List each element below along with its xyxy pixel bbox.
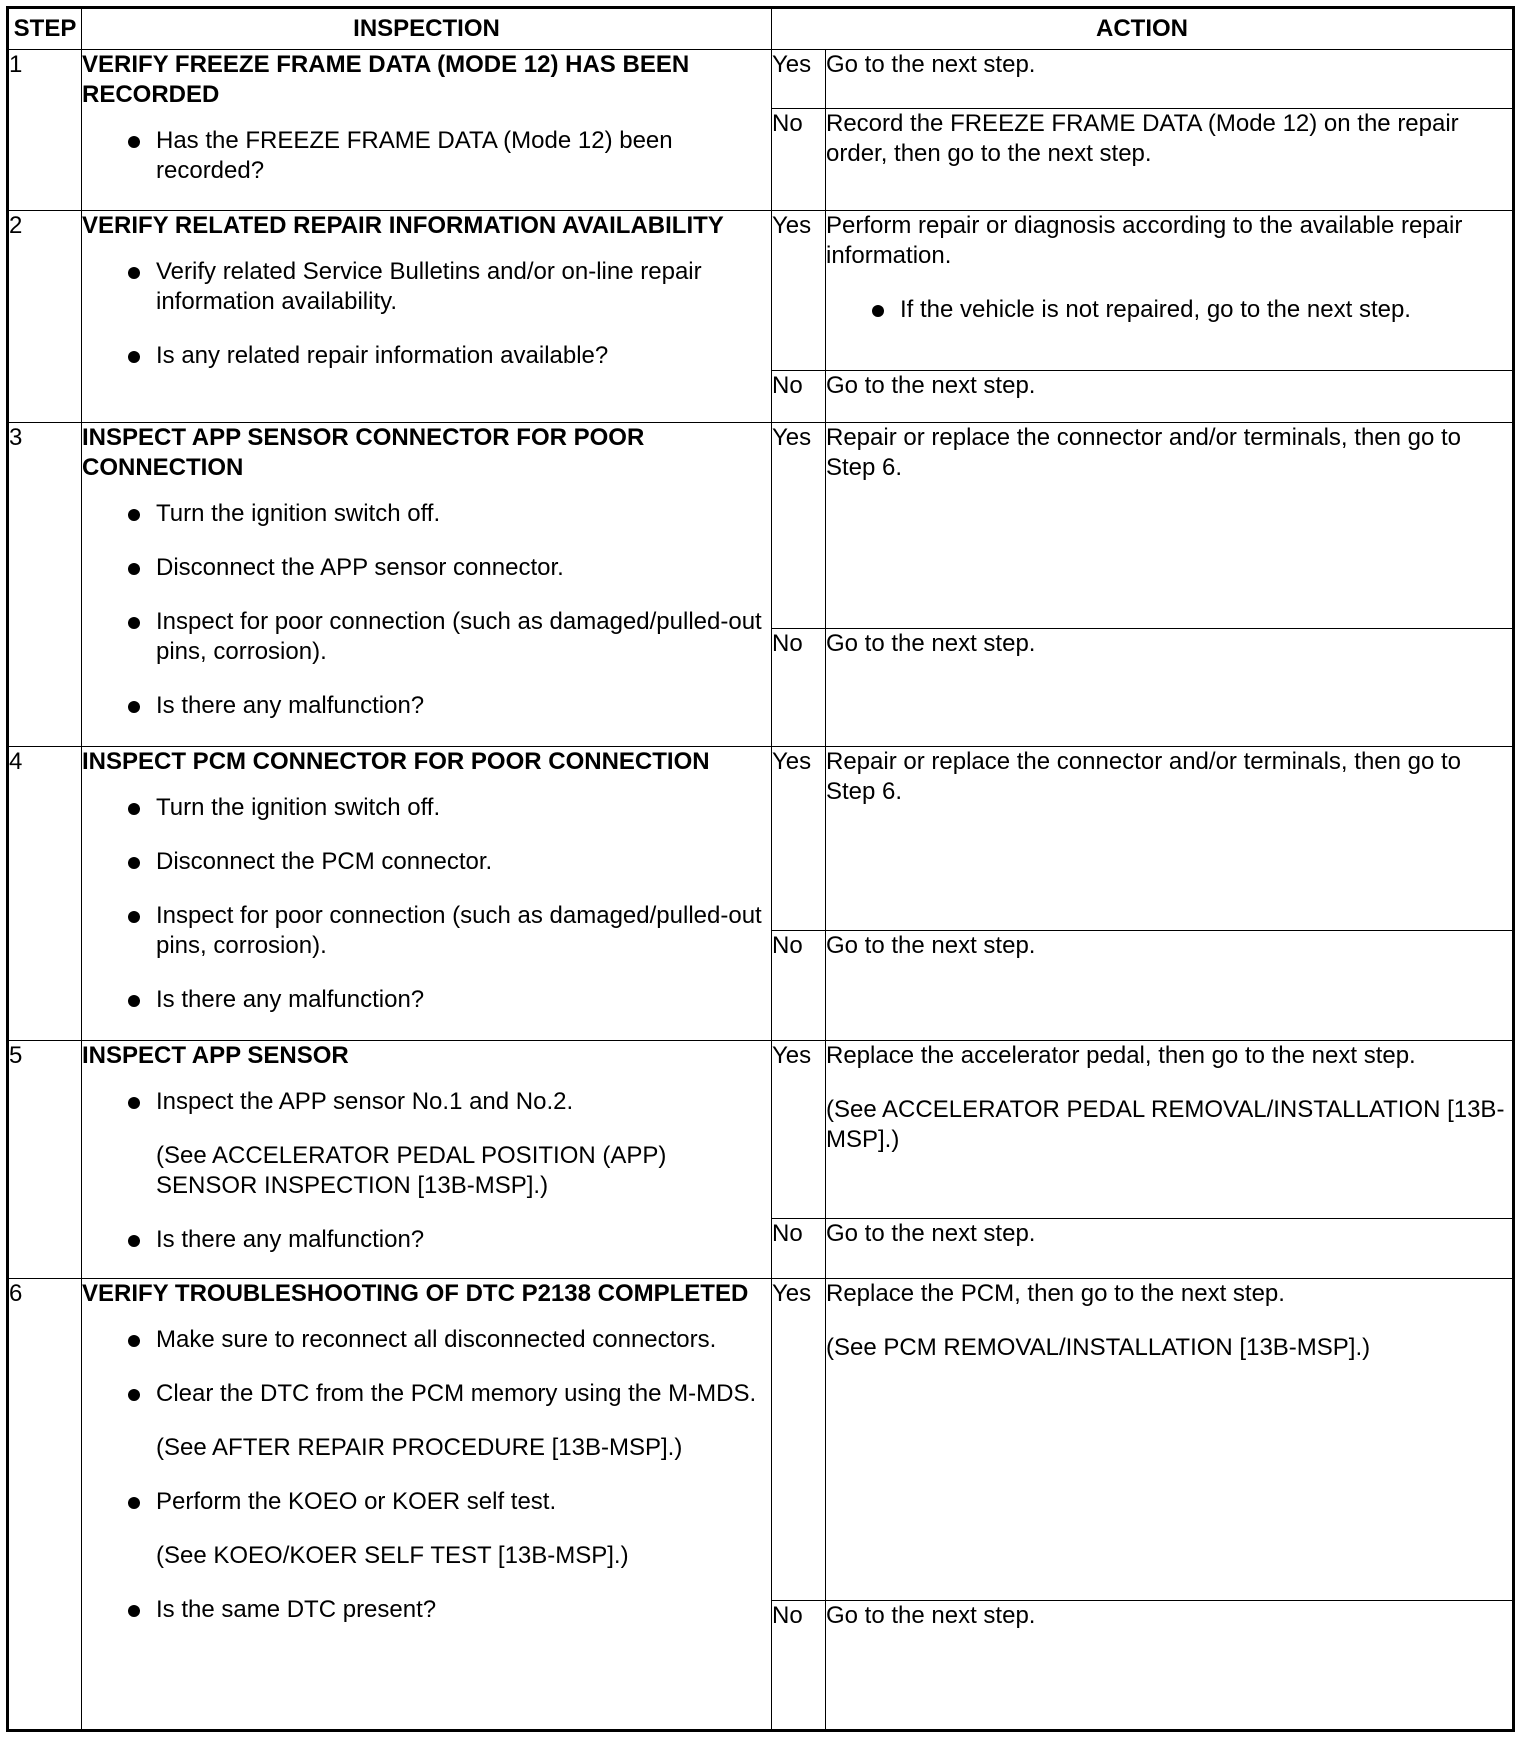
step-title: INSPECT APP SENSOR: [82, 1042, 349, 1069]
inspection-item: Clear the DTC from the PCM memory using the M-MDS.: [82, 1379, 771, 1409]
yes-label: Yes: [772, 211, 826, 371]
yes-action-cell: [826, 211, 1514, 371]
no-action: Go to the next step.: [826, 931, 1514, 1041]
yes-action: Perform repair or diagnosis according to the available repair information.: [826, 212, 1463, 269]
inspection-item: Perform the KOEO or KOER self test.: [82, 1487, 771, 1517]
action-bullet: If the vehicle is not repaired, go to the next step.: [826, 295, 1512, 325]
action-reference: (See ACCELERATOR PEDAL REMOVAL/INSTALLATION [13B-MSP].): [826, 1096, 1505, 1153]
step-4-yes-row: [8, 747, 1514, 931]
no-action: Go to the next step.: [826, 1219, 1514, 1279]
step-5-inspection: [82, 1041, 772, 1279]
step-2-yes-row: [8, 211, 1514, 371]
header-row: [8, 8, 1514, 50]
step-title: INSPECT PCM CONNECTOR FOR POOR CONNECTION: [82, 748, 710, 775]
inspection-item: Is there any malfunction?: [82, 1225, 771, 1255]
no-label: No: [772, 931, 826, 1041]
no-label: No: [772, 109, 826, 211]
no-action: Go to the next step.: [826, 1601, 1514, 1731]
inspection-item: Disconnect the APP sensor connector.: [82, 553, 771, 583]
inspection-reference: (See AFTER REPAIR PROCEDURE [13B-MSP].): [156, 1434, 683, 1461]
step-3-inspection: [82, 423, 772, 747]
inspection-reference: (See KOEO/KOER SELF TEST [13B-MSP].): [156, 1542, 629, 1569]
yes-action: Repair or replace the connector and/or terminals, then go to Step 6.: [826, 747, 1514, 931]
inspection-item: Inspect for poor connection (such as damaged/pulled-out pins, corrosion).: [82, 607, 771, 667]
header-step: STEP: [8, 8, 82, 50]
header-inspection: INSPECTION: [82, 8, 772, 50]
inspection-item: Make sure to reconnect all disconnected connectors.: [82, 1325, 771, 1355]
no-label: No: [772, 371, 826, 423]
inspection-item: Inspect for poor connection (such as damaged/pulled-out pins, corrosion).: [82, 901, 771, 961]
no-action: Record the FREEZE FRAME DATA (Mode 12) on the repair order, then go to the next step.: [826, 109, 1514, 211]
no-action: Go to the next step.: [826, 629, 1514, 747]
inspection-item: Is the same DTC present?: [82, 1595, 771, 1625]
yes-label: Yes: [772, 1041, 826, 1219]
inspection-item: Is there any malfunction?: [82, 691, 771, 721]
step-number: 6: [8, 1279, 82, 1731]
yes-action: Go to the next step.: [826, 50, 1514, 109]
yes-label: Yes: [772, 50, 826, 109]
inspection-item: Disconnect the PCM connector.: [82, 847, 771, 877]
step-6-yes-row: [8, 1279, 1514, 1601]
header-action: ACTION: [772, 8, 1514, 50]
diagnostic-table: [6, 6, 1515, 1732]
step-title: VERIFY RELATED REPAIR INFORMATION AVAILABILITY: [82, 212, 724, 239]
yes-action: Replace the accelerator pedal, then go to the next step.: [826, 1042, 1416, 1069]
step-title: INSPECT APP SENSOR CONNECTOR FOR POOR CONNECTION: [82, 424, 645, 481]
step-number: 3: [8, 423, 82, 747]
step-title: VERIFY FREEZE FRAME DATA (MODE 12) HAS BEEN RECORDED: [82, 51, 690, 108]
inspection-item: Inspect the APP sensor No.1 and No.2.: [82, 1087, 771, 1117]
no-label: No: [772, 1601, 826, 1731]
step-number: 1: [8, 50, 82, 211]
step-number: 5: [8, 1041, 82, 1279]
yes-label: Yes: [772, 1279, 826, 1601]
action-reference: (See PCM REMOVAL/INSTALLATION [13B-MSP].): [826, 1334, 1371, 1361]
inspection-item: Is there any malfunction?: [82, 985, 771, 1015]
step-2-inspection: [82, 211, 772, 423]
no-action: Go to the next step.: [826, 371, 1514, 423]
yes-action-cell: [826, 1041, 1514, 1219]
inspection-item: Has the FREEZE FRAME DATA (Mode 12) been recorded?: [82, 126, 771, 186]
inspection-item: Verify related Service Bulletins and/or on-line repair information availability.: [82, 257, 771, 317]
step-6-inspection: [82, 1279, 772, 1731]
no-label: No: [772, 1219, 826, 1279]
step-number: 4: [8, 747, 82, 1041]
yes-label: Yes: [772, 423, 826, 629]
step-1-yes-row: [8, 50, 1514, 109]
inspection-item: Turn the ignition switch off.: [82, 499, 771, 529]
yes-action-cell: [826, 1279, 1514, 1601]
diagnostic-table-container: [6, 6, 1512, 1732]
inspection-item: Is any related repair information available?: [82, 341, 771, 371]
inspection-reference: (See ACCELERATOR PEDAL POSITION (APP) SENSOR INSPECTION [13B-MSP].): [156, 1142, 667, 1199]
step-5-yes-row: [8, 1041, 1514, 1219]
yes-label: Yes: [772, 747, 826, 931]
no-label: No: [772, 629, 826, 747]
yes-action: Repair or replace the connector and/or terminals, then go to Step 6.: [826, 423, 1514, 629]
step-1-inspection: [82, 50, 772, 211]
yes-action: Replace the PCM, then go to the next step.: [826, 1280, 1285, 1307]
step-title: VERIFY TROUBLESHOOTING OF DTC P2138 COMPLETED: [82, 1280, 749, 1307]
step-number: 2: [8, 211, 82, 423]
inspection-item: Turn the ignition switch off.: [82, 793, 771, 823]
step-3-yes-row: [8, 423, 1514, 629]
step-4-inspection: [82, 747, 772, 1041]
